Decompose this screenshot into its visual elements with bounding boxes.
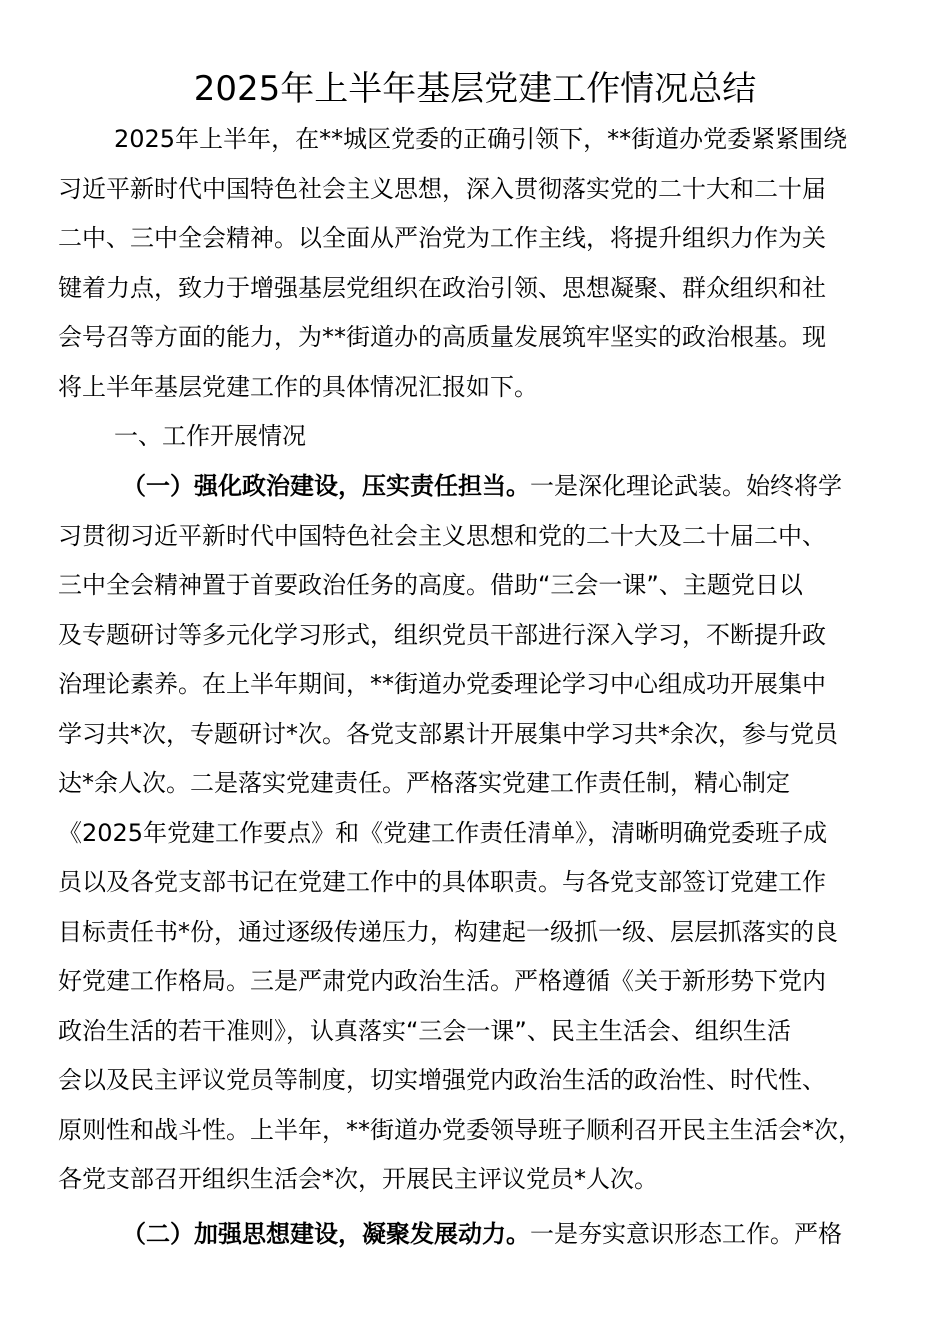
part1-line: 习贯彻习近平新时代中国特色社会主义思想和党的二十大及二十届二中、 [58, 521, 826, 550]
part1-line: 会以及民主评议党员等制度，切实增强党内政治生活的政治性、时代性、 [58, 1066, 826, 1094]
intro-line: 会号召等方面的能力，为**街道办的高质量发展筑牢坚实的政治根基。现 [58, 323, 826, 351]
intro-line: 2025年上半年，在**城区党委的正确引领下，**街道办党委紧紧围绕 [114, 125, 848, 153]
part1-line: 《2025年党建工作要点》和《党建工作责任清单》，清晰明确党委班子成 [58, 818, 828, 847]
part1-paragraph [58, 462, 908, 1205]
part2-first-text: 一是夯实意识形态工作。严格 [530, 1220, 842, 1248]
part1-first-text: 一是深化理论武装。始终将学 [530, 472, 842, 500]
part1-line: 达*余人次。二是落实党建责任。严格落实党建工作责任制，精心制定 [58, 769, 790, 797]
section-heading-block [58, 412, 908, 462]
intro-line: 二中、三中全会精神。以全面从严治党为工作主线，将提升组织力作为关 [58, 224, 826, 252]
intro-paragraph [58, 115, 908, 412]
intro-line: 习近平新时代中国特色社会主义思想，深入贯彻落实党的二十大和二十届 [58, 174, 826, 203]
part2-first-line [58, 1210, 908, 1260]
part1-line: 治理论素养。在上半年期间，**街道办党委理论学习中心组成功开展集中 [58, 670, 826, 698]
section-heading: 一、工作开展情况 [114, 422, 306, 450]
intro-line: 键着力点，致力于增强基层党组织在政治引领、思想凝聚、群众组织和社 [58, 273, 826, 302]
part1-line: 原则性和战斗性。上半年，**街道办党委领导班子顺利召开民主生活会*次， [58, 1115, 862, 1144]
part1-line: 目标责任书*份，通过逐级传递压力，构建起一级抓一级、层层抓落实的良 [58, 917, 838, 946]
part2-heading: （二）加强思想建设，凝聚发展动力。 [122, 1220, 530, 1248]
part1-first-line [58, 462, 908, 512]
part1-line: 及专题研讨等多元化学习形式，组织党员干部进行深入学习，不断提升政 [58, 620, 826, 649]
part1-line: 员以及各党支部书记在党建工作中的具体职责。与各党支部签订党建工作 [58, 868, 826, 896]
intro-line: 将上半年基层党建工作的具体情况汇报如下。 [58, 372, 538, 401]
part1-line: 政治生活的若干准则》，认真落实“三会一课”、民主生活会、组织生活 [58, 1016, 791, 1045]
part1-line: 学习共*次，专题研讨*次。各党支部累计开展集中学习共*余次，参与党员 [58, 719, 838, 748]
part1-line: 三中全会精神置于首要政治任务的高度。借助“三会一课”、主题党日以 [58, 571, 803, 599]
part2-paragraph [58, 1210, 908, 1260]
part1-heading: （一）强化政治建设，压实责任担当。 [122, 472, 530, 500]
part1-line: 各党支部召开组织生活会*次，开展民主评议党员*人次。 [58, 1165, 658, 1193]
page-title: 2025年上半年基层党建工作情况总结 [193, 69, 757, 109]
part1-line: 好党建工作格局。三是严肃党内政治生活。严格遵循《关于新形势下党内 [58, 967, 826, 995]
